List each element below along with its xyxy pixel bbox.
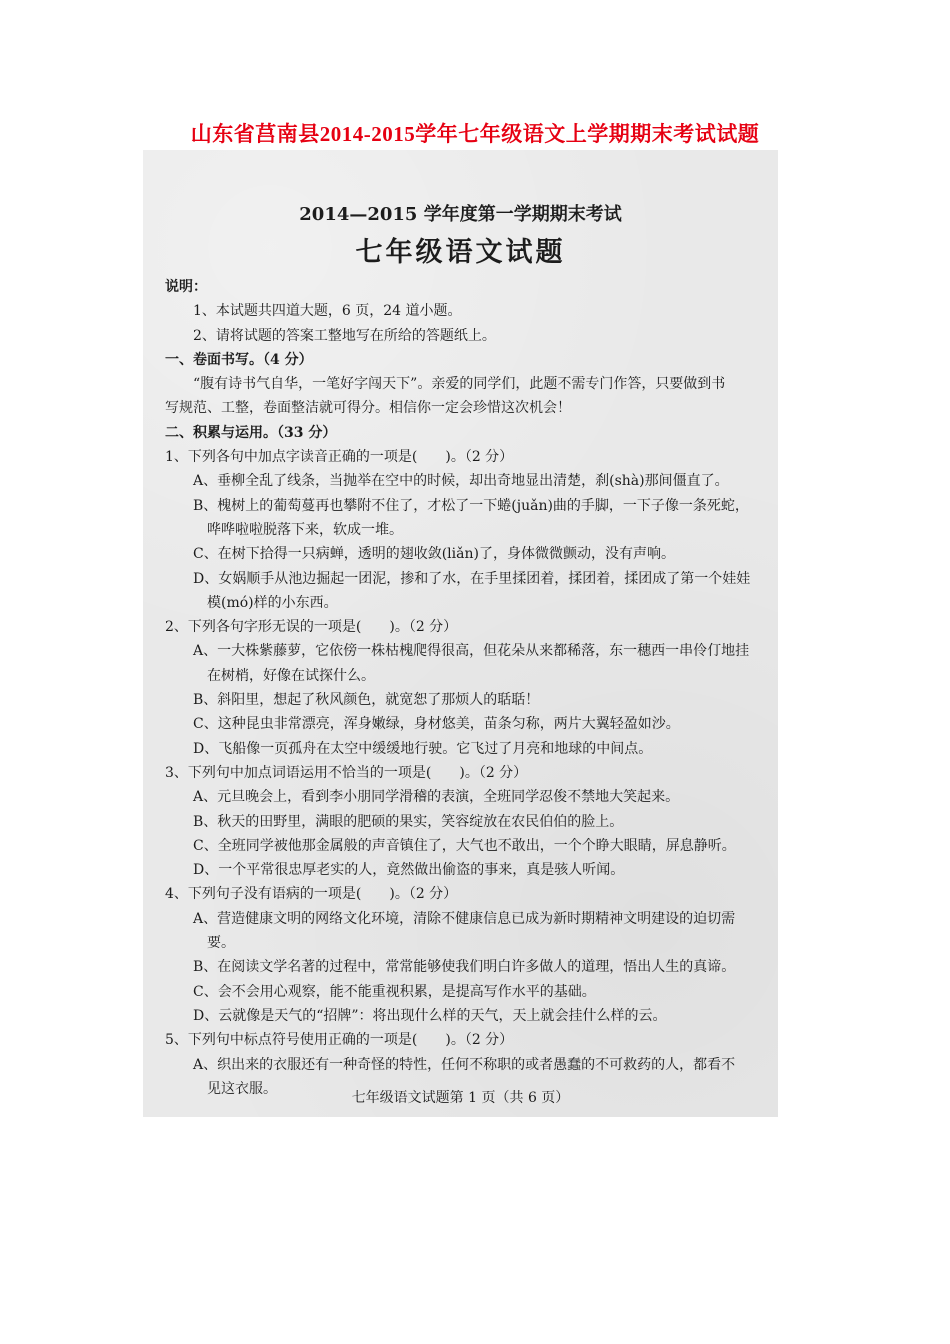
option-line: D、女娲顺手从池边掘起一团泥，掺和了水，在手里揉团着，揉团着，揉团成了第一个娃娃 [193,570,751,587]
option-line: A、织出来的衣服还有一种奇怪的特性，任何不称职的或者愚蠢的不可救药的人，都看不 [193,1056,736,1073]
question-line: 4、下列句子没有语病的一项是( )。（2 分） [165,886,458,903]
option-line: 哗哗啦啦脱落下来，软成一堆。 [207,521,403,538]
option-line: C、在树下拾得一只病蝉，透明的翅收敛(liǎn)了，身体微微颤动，没有声响。 [193,546,675,563]
option-line: C、会不会用心观察，能不能重视积累，是提高写作水平的基础。 [193,983,596,1000]
option-line: D、一个平常很忠厚老实的人，竟然做出偷盗的事来，真是骇人听闻。 [193,862,625,879]
instruction-line: 2、请将试题的答案工整地写在所给的答题纸上。 [193,327,496,344]
option-line: B、在阅读文学名著的过程中，常常能够使我们明白许多做人的道理，悟出人生的真谛。 [193,959,736,976]
option-line: D、飞船像一页孤舟在太空中缓缓地行驶。它飞过了月亮和地球的中间点。 [193,740,653,757]
document-title: 山东省莒南县2014-2015学年七年级语文上学期期末考试试题 [190,122,760,146]
option-line: B、秋天的田野里，满眼的肥硕的果实，笑容绽放在农民伯伯的脸上。 [193,813,624,830]
scanned-exam-page [143,150,778,1117]
option-line: 在树梢，好像在试探什么。 [207,667,375,684]
text-line: 写规范、工整，卷面整洁就可得分。相信你一定会珍惜这次机会！ [165,400,571,417]
exam-body [165,275,765,1101]
instructions-label: 说明： [165,279,207,295]
option-line: A、垂柳全乱了线条，当抛举在空中的时候，却出奇地显出清楚，刹(shà)那间僵直了。 [193,473,729,490]
question-line: 1、下列各句中加点字读音正确的一项是( )。（2 分） [165,449,514,466]
question-line: 5、下列句中标点符号使用正确的一项是( )。（2 分） [165,1032,514,1049]
option-line: 见这衣服。 [207,1080,277,1097]
question-line: 2、下列各句字形无误的一项是( )。（2 分） [165,619,458,636]
option-line: A、营造健康文明的网络文化环境，清除不健康信息已成为新时期精神文明建设的迫切需 [193,910,736,927]
option-line: C、全班同学被他那金属般的声音镇住了，大气也不敢出，一个个睁大眼睛，屏息静听。 [193,837,736,854]
option-line: 要。 [207,935,235,952]
question-line: 3、下列句中加点词语运用不恰当的一项是( )。（2 分） [165,764,528,781]
option-line: B、斜阳里，想起了秋风颜色，就宽恕了那烦人的聒聒！ [193,692,540,709]
option-line: A、一大株紫藤萝，它依傍一株枯槐爬得很高，但花朵从来都稀落，东一穗西一串伶仃地挂 [193,643,750,660]
option-line: C、这种昆虫非常漂亮，浑身嫩绿，身材悠美，苗条匀称，两片大翼轻盈如沙。 [193,716,680,733]
option-line: D、云就像是天气的“招牌”：将出现什么样的天气，天上就会挂什么样的云。 [193,1007,667,1024]
option-line: 模(mó)样的小东西。 [207,594,338,611]
section-heading: 二、积累与运用。（33 分） [165,424,337,441]
exam-year-heading: 2014—2015 学年度第一学期期末考试 [299,204,622,225]
section-heading: 一、卷面书写。（4 分） [165,351,313,368]
option-line: B、槐树上的葡萄蔓再也攀附不住了，才松了一下蜷(juǎn)曲的手脚，一下子像一条死蛇， [193,497,749,514]
option-line: A、元旦晚会上，看到李小朋同学滑稽的表演，全班同学忍俊不禁地大笑起来。 [193,789,680,806]
page-footer: 七年级语文试题第 1 页（共 6 页） [351,1090,570,1106]
text-line: “腹有诗书气自华，一笔好字闯天下”。亲爱的同学们，此题不需专门作答，只要做到书 [193,376,726,393]
instruction-line: 1、本试题共四道大题，6 页，24 道小题。 [193,303,462,320]
exam-subject-heading: 七年级语文试题 [355,237,566,268]
